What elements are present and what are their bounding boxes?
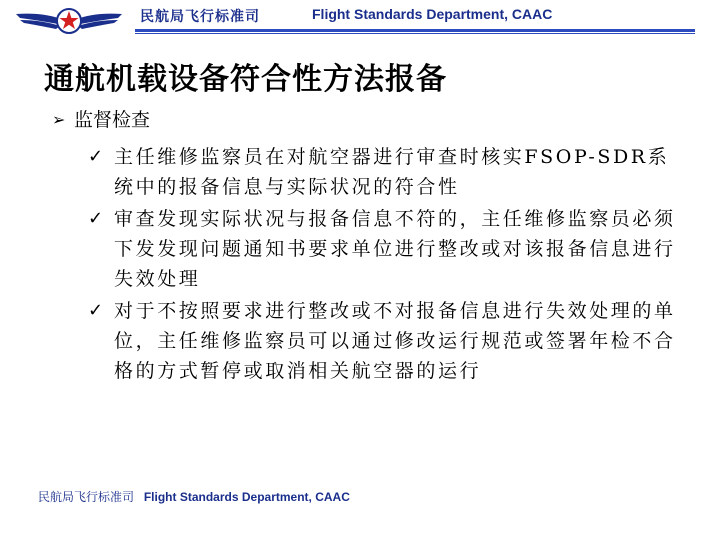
arrow-bullet-icon: ➢: [52, 110, 66, 129]
section-label: 监督检查: [74, 109, 151, 131]
list-item: [88, 296, 692, 386]
list-item: [88, 142, 692, 202]
checkmark-icon: ✓: [88, 300, 104, 321]
list-item-text: 主任维修监察员在对航空器进行审查时核实FSOP-SDR系统中的报备信息与实际状况的符合性: [114, 146, 670, 198]
slide-header: [0, 0, 720, 40]
slide-title: 通航机载设备符合性方法报备: [44, 62, 447, 97]
header-rule: [135, 29, 695, 32]
footer-org-cn: 民航局飞行标准司: [38, 490, 135, 504]
checklist: [88, 142, 692, 386]
list-item-text: 审查发现实际状况与报备信息不符的，主任维修监察员必须下发发现问题通知书要求单位进行整改或对该报备信息进行失效处理: [114, 208, 676, 290]
list-item-text: 对于不按照要求进行整改或不对报备信息进行失效处理的单位，主任维修监察员可以通过修改运行规范或签署年检不合格的方式暂停或取消相关航空器的运行: [114, 300, 676, 382]
section-heading: [52, 106, 692, 134]
slide-footer: [38, 488, 350, 505]
header-org-en: Flight Standards Department, CAAC: [312, 6, 553, 22]
footer-org-en: Flight Standards Department, CAAC: [143, 490, 350, 504]
header-rule-thin: [135, 33, 695, 34]
slide-content: [52, 106, 692, 388]
caac-wings-logo-icon: [14, 2, 124, 38]
checkmark-icon: ✓: [88, 208, 104, 229]
list-item: [88, 204, 692, 294]
header-org-cn: 民航局飞行标准司: [140, 9, 260, 25]
checkmark-icon: ✓: [88, 146, 104, 167]
